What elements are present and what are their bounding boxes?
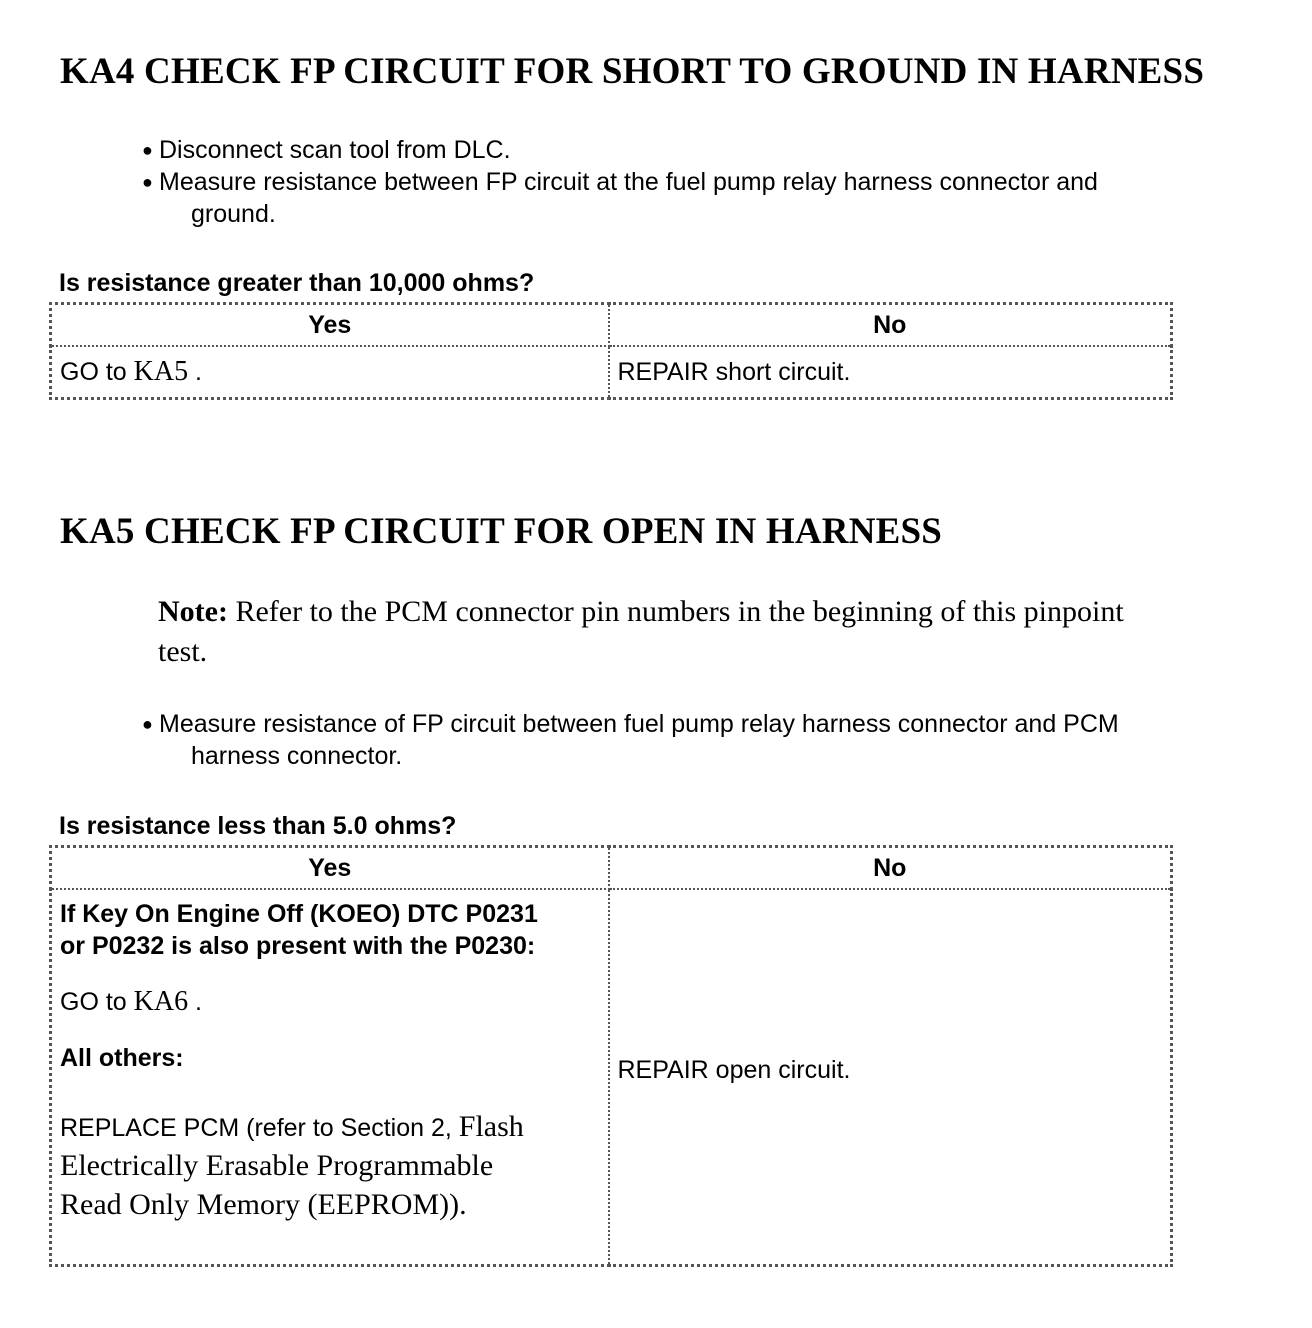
ka5-condition bbox=[60, 898, 600, 962]
ka4-step-item bbox=[140, 166, 1250, 230]
ka4-step-list bbox=[140, 134, 1250, 230]
ka5-note-label: Note: bbox=[158, 595, 228, 628]
eeprom-reference-link[interactable]: Flash bbox=[458, 1110, 524, 1143]
eeprom-reference-link[interactable]: Read Only Memory (EEPROM)). bbox=[60, 1188, 467, 1221]
ka5-goto-line bbox=[60, 982, 600, 1022]
ka4-question: Is resistance greater than 10,000 ohms? bbox=[59, 269, 535, 297]
ka4-heading: KA4 CHECK FP CIRCUIT FOR SHORT TO GROUND IN HARNESS bbox=[60, 51, 1205, 92]
ka5-condition-line: or P0232 is also present with the P0230: bbox=[60, 932, 536, 960]
ka4-no-header: No bbox=[609, 304, 1172, 347]
ka4-step-text-continued: ground. bbox=[191, 200, 276, 228]
bullet-icon: ● bbox=[142, 714, 153, 734]
ka4-yes-cell bbox=[51, 346, 609, 399]
ka5-goto-suffix: . bbox=[195, 988, 202, 1016]
ka4-step-text: Measure resistance between FP circuit at the fuel pump relay harness connector and bbox=[159, 168, 1098, 196]
ka5-goto-text: GO to bbox=[60, 988, 127, 1016]
ka5-step-text-continued: harness connector. bbox=[191, 742, 403, 770]
ka5-step-list bbox=[140, 708, 1250, 772]
ka5-link[interactable]: KA5 bbox=[133, 356, 189, 387]
ka4-step-text: Disconnect scan tool from DLC. bbox=[159, 136, 511, 164]
ka4-answer-table bbox=[49, 302, 1173, 400]
ka5-step-item bbox=[140, 708, 1250, 772]
ka4-yes-goto-text: GO to bbox=[60, 358, 127, 386]
ka5-note-text-continued: test. bbox=[158, 635, 208, 668]
ka4-yes-goto-suffix: . bbox=[195, 358, 202, 386]
ka5-answer-table bbox=[49, 845, 1173, 1267]
ka4-no-cell: REPAIR short circuit. bbox=[609, 346, 1172, 399]
ka5-heading: KA5 CHECK FP CIRCUIT FOR OPEN IN HARNESS bbox=[60, 511, 943, 552]
ka5-step-text: Measure resistance of FP circuit between fuel pump relay harness connector and PCM bbox=[159, 710, 1119, 738]
ka6-link[interactable]: KA6 bbox=[133, 986, 189, 1017]
ka5-no-header: No bbox=[609, 847, 1172, 890]
bullet-icon: ● bbox=[142, 172, 153, 192]
ka5-yes-cell bbox=[51, 889, 609, 1266]
ka5-note bbox=[158, 592, 1248, 672]
ka5-no-cell: REPAIR open circuit. bbox=[609, 889, 1172, 1266]
ka5-question: Is resistance less than 5.0 ohms? bbox=[59, 812, 457, 840]
ka5-condition-line: If Key On Engine Off (KOEO) DTC P0231 bbox=[60, 900, 538, 928]
eeprom-reference-link[interactable]: Electrically Erasable Programmable bbox=[60, 1149, 494, 1182]
ka5-replace-text: REPLACE PCM (refer to Section 2, bbox=[60, 1114, 452, 1142]
ka5-replace-instruction bbox=[60, 1108, 600, 1225]
ka5-note-text: Refer to the PCM connector pin numbers in the beginning of this pinpoint bbox=[235, 595, 1124, 628]
ka5-all-others-label: All others: bbox=[60, 1044, 184, 1072]
ka4-yes-header: Yes bbox=[51, 304, 609, 347]
ka5-yes-header: Yes bbox=[51, 847, 609, 890]
bullet-icon: ● bbox=[142, 140, 153, 160]
ka4-step-item bbox=[140, 134, 1250, 166]
